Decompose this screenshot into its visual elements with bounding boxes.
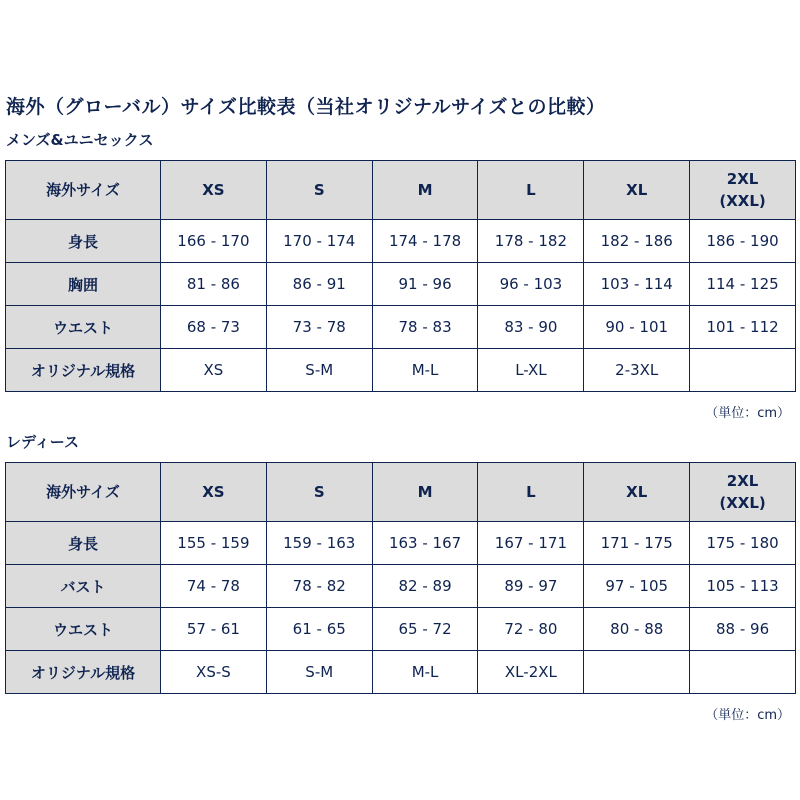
table-cell: 90 - 101 (584, 306, 690, 349)
table-header-row (6, 161, 796, 220)
table-cell: 97 - 105 (584, 565, 690, 608)
header-cell: XS (161, 161, 267, 220)
header-cell: 海外サイズ (6, 463, 161, 522)
table-cell: 167 - 171 (478, 522, 584, 565)
table-cell: 178 - 182 (478, 220, 584, 263)
row-header: バスト (6, 565, 161, 608)
table-row (6, 608, 796, 651)
header-cell: XL (584, 161, 690, 220)
table-cell: S-M (266, 349, 372, 392)
table-cell: XS (161, 349, 267, 392)
table-cell: M-L (372, 349, 478, 392)
table-cell: S-M (266, 651, 372, 694)
table-cell: 174 - 178 (372, 220, 478, 263)
table-cell: 163 - 167 (372, 522, 478, 565)
table-cell: 96 - 103 (478, 263, 584, 306)
header-cell (690, 161, 796, 220)
table-cell (690, 349, 796, 392)
table-row (6, 522, 796, 565)
table-cell: 74 - 78 (161, 565, 267, 608)
header-cell: M (372, 463, 478, 522)
table-cell: 81 - 86 (161, 263, 267, 306)
table-cell: 101 - 112 (690, 306, 796, 349)
header-cell (690, 463, 796, 522)
table-cell: 78 - 82 (266, 565, 372, 608)
row-header: ウエスト (6, 608, 161, 651)
table-row (6, 349, 796, 392)
table-cell: 78 - 83 (372, 306, 478, 349)
table-row (6, 306, 796, 349)
row-header: オリジナル規格 (6, 349, 161, 392)
table-cell: 155 - 159 (161, 522, 267, 565)
table-cell: 65 - 72 (372, 608, 478, 651)
section-title-mens: メンズ&ユニセックス (6, 131, 154, 149)
table-cell: 166 - 170 (161, 220, 267, 263)
header-cell: 海外サイズ (6, 161, 161, 220)
table-cell: XS-S (161, 651, 267, 694)
header-cell: L (478, 161, 584, 220)
table-cell: XL-2XL (478, 651, 584, 694)
table-cell: 170 - 174 (266, 220, 372, 263)
table-cell: 186 - 190 (690, 220, 796, 263)
unit-note: （単位：cm） (705, 708, 790, 723)
row-header: 胸囲 (6, 263, 161, 306)
page-title: 海外（グローバル）サイズ比較表（当社オリジナルサイズとの比較） (6, 96, 606, 118)
table-cell: 114 - 125 (690, 263, 796, 306)
table-cell: 2-3XL (584, 349, 690, 392)
table-cell: 57 - 61 (161, 608, 267, 651)
table-cell: 105 - 113 (690, 565, 796, 608)
table-cell: 86 - 91 (266, 263, 372, 306)
header-xxl: (XXL) (719, 494, 766, 512)
header-cell: S (266, 463, 372, 522)
header-cell: S (266, 161, 372, 220)
table-cell: 61 - 65 (266, 608, 372, 651)
header-2xl: 2XL (726, 170, 759, 188)
table-cell: 91 - 96 (372, 263, 478, 306)
table-cell: 68 - 73 (161, 306, 267, 349)
row-header: オリジナル規格 (6, 651, 161, 694)
table-cell: 73 - 78 (266, 306, 372, 349)
table-row (6, 651, 796, 694)
table-cell: M-L (372, 651, 478, 694)
table-cell: 83 - 90 (478, 306, 584, 349)
header-cell: XL (584, 463, 690, 522)
header-2xl: 2XL (726, 472, 759, 490)
unit-note: （単位：cm） (705, 406, 790, 421)
table-cell (584, 651, 690, 694)
header-cell: M (372, 161, 478, 220)
table-cell: 88 - 96 (690, 608, 796, 651)
row-header: ウエスト (6, 306, 161, 349)
table-cell: 182 - 186 (584, 220, 690, 263)
row-header: 身長 (6, 220, 161, 263)
table-row (6, 565, 796, 608)
table-cell: 175 - 180 (690, 522, 796, 565)
table-cell (690, 651, 796, 694)
table-cell: 159 - 163 (266, 522, 372, 565)
section-title-ladies: レディース (6, 433, 80, 451)
table-header-row (6, 463, 796, 522)
table-cell: 82 - 89 (372, 565, 478, 608)
table-cell: 89 - 97 (478, 565, 584, 608)
table-cell: 80 - 88 (584, 608, 690, 651)
table-cell: 171 - 175 (584, 522, 690, 565)
table-cell: L-XL (478, 349, 584, 392)
table-cell: 72 - 80 (478, 608, 584, 651)
row-header: 身長 (6, 522, 161, 565)
mens-size-table (5, 160, 796, 392)
header-cell: XS (161, 463, 267, 522)
header-cell: L (478, 463, 584, 522)
table-cell: 103 - 114 (584, 263, 690, 306)
ladies-size-table (5, 462, 796, 694)
table-row (6, 263, 796, 306)
table-row (6, 220, 796, 263)
header-xxl: (XXL) (719, 192, 766, 210)
